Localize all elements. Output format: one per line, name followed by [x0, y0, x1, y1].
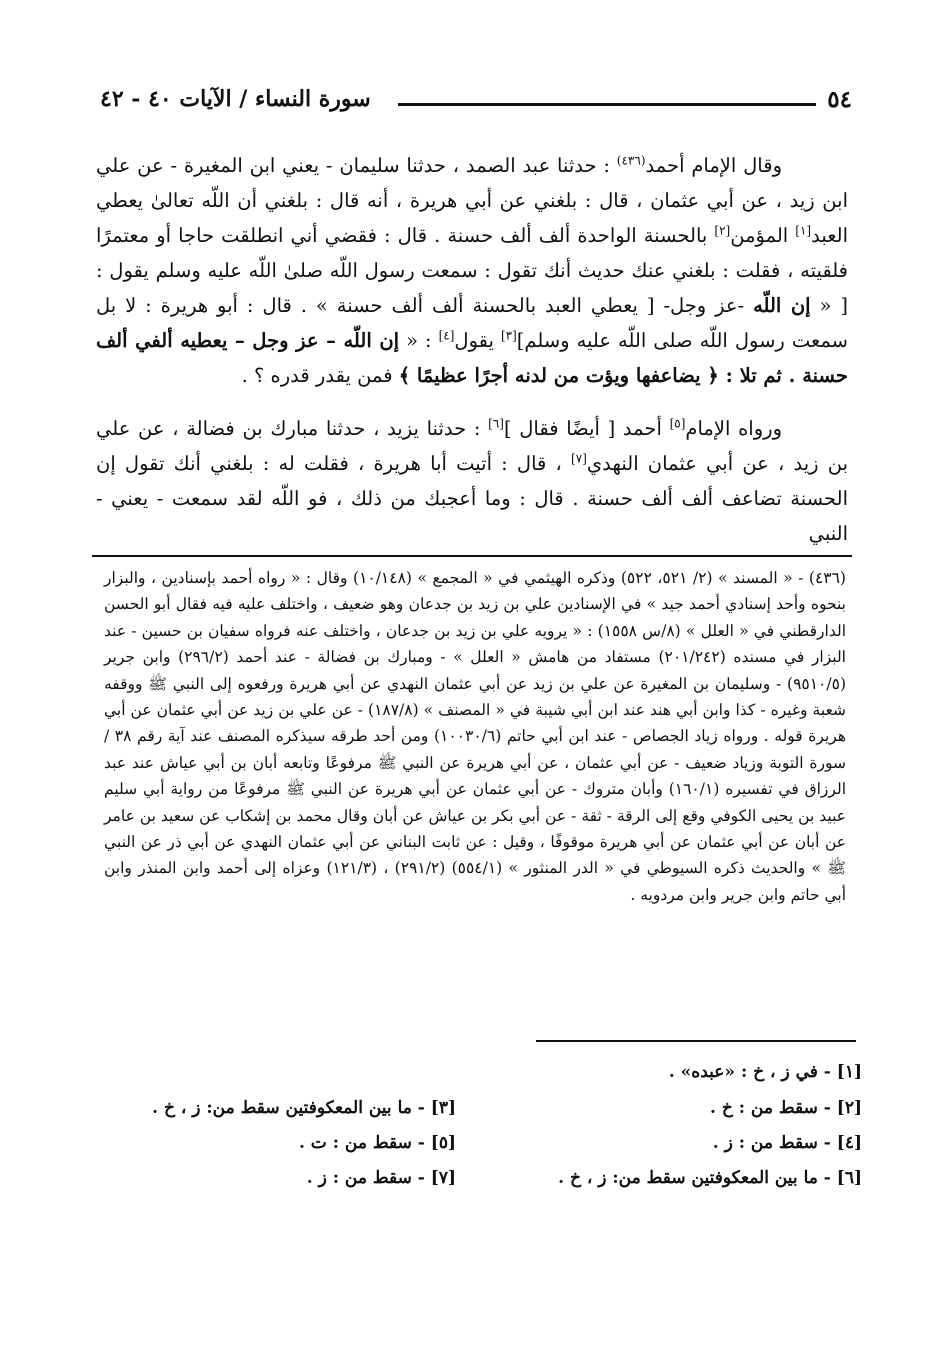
paragraph-2	[96, 411, 848, 551]
variant-ref[interactable]: [١]	[795, 223, 812, 238]
variant-ref[interactable]: [٧]	[571, 451, 587, 466]
variant-note-2: [٢] - سقط من : خ .	[710, 1098, 862, 1118]
hadith-emphasis: إن اللّه – عز وجل – يعطيه ألفي ألف حسنة . ثم تلا : ﴿ يضاعفها ويؤت من لدنه أجرًا عظيمًا ﴾	[96, 329, 848, 387]
variant-note-6: [٦] - ما بين المعكوفتين سقط من: ز ، خ .	[558, 1168, 862, 1188]
variant-ref[interactable]: [٤]	[438, 328, 455, 343]
hadith-emphasis: إن اللّه	[753, 294, 811, 317]
footnote-rule	[92, 555, 852, 557]
text-run: ، قال : أتيت أبا هريرة ، فقلت له : بلغني أنك تقول إن الحسنة تضاعف ألف ألف حسنة . قال : وما أعجبك من ذلك ، فو اللّه لقد سمعت - يعني - النبي	[96, 452, 848, 545]
text-run: ورواه الإمام	[685, 417, 782, 440]
page-number: ٥٤	[827, 86, 852, 113]
variant-ref[interactable]: [٥]	[669, 416, 686, 431]
header-rule	[398, 103, 816, 106]
text-run: -عز وجل- [ يعطي العبد بالحسنة ألف ألف حسنة » . قال : أبو هريرة : لا بل سمعت رسول اللّه صلى اللّه عليه وسلم]	[96, 294, 849, 352]
main-text	[96, 148, 848, 551]
text-run: فمن يقدر قدره ؟ .	[241, 364, 399, 387]
text-run: وقال الإمام أحمد	[645, 154, 782, 177]
variant-ref[interactable]: [٦]	[488, 416, 504, 431]
text-run: بالحسنة الواحدة ألف ألف حسنة . قال : فقضي أني انطلقت حاجا أو معتمرًا فلقيته ، فقلت : بلغني عنك حديث أنك تقول : سمعت رسول اللّه صلىٰ اللّه عليه وسلم يقول : [ «	[96, 224, 848, 317]
footnote-ref[interactable]: (٤٣٦)	[616, 153, 646, 168]
text-run: المؤمن	[730, 224, 796, 247]
variants-rule	[536, 1040, 856, 1042]
variant-note-7: [٧] - سقط من : ز .	[306, 1168, 456, 1188]
text-run: : حدثنا عبد الصمد ، حدثنا سليمان - يعني ابن المغيرة - عن علي ابن زيد ، عن أبي عثمان ، قال : بلغني عن أبي هريرة ، أنه قال : بلغني أن اللّه تعالىٰ يعطي العبد	[96, 154, 848, 247]
text-run: : «	[399, 329, 439, 352]
variant-ref[interactable]: [٢]	[714, 223, 731, 238]
variant-ref[interactable]: [٣]	[500, 328, 517, 343]
variant-note-5: [٥] - سقط من : ت .	[298, 1133, 456, 1153]
text-run: أحمد [ أيضًا فقال ]	[503, 417, 670, 440]
variant-note-1: [١] - في ز ، خ : «عبده» .	[668, 1062, 862, 1082]
text-run: : حدثنا يزيد ، حدثنا مبارك بن فضالة ، عن علي بن زيد ، عن أبي عثمان النهدي	[96, 417, 848, 475]
variant-note-4: [٤] - سقط من : ز .	[712, 1133, 862, 1153]
variant-note-3: [٣] - ما بين المعكوفتين سقط من: ز ، خ .	[152, 1098, 456, 1118]
footnote-436: (٤٣٦) - « المسند » (٢/ ٥٢١، ٥٢٢) وذكره الهيثمي في « المجمع » (١٠/١٤٨) وقال : « رواه أحمد بإسنادين ، والبزار بنحوه وأحد إسنادي أحمد جيد » في الإسنادين علي بن زيد بن جدعان وهو ضعيف ، واختلف عليه فيه فقال أبو الحسن الدارقطني في « العلل » (٨/س ١٥٥٨) : « يرويه علي بن زيد بن جدعان ، واختلف عنه فرواه سفيان بن حسين - عند البزار في مسنده (٢٠١/٢٤٢) مستفاد من هامش « العلل » - ومبارك بن فضالة - عند أحمد (٢٩٦/٢) وابن جرير (٩٥١٠/٥) - وسليمان بن المغيرة عن علي بن زيد عن أبي عثمان النهدي عن أبي هريرة ورفعوه إلى النبي ﷺ ووقفه شعبة وغيره - كذا وابن أبي هند عند ابن أبي شيبة في « المصنف » (١٨٧/٨) - عن علي بن زيد عن أبي عثمان عن أبي هريرة قوله . ورواه زياد الجصاص - عند ابن أبي حاتم (١٠٠٣٠/٦) ومن أحد طرقه سيذكره المصنف عند آية رقم ٣٨ / سورة التوبة وزياد ضعيف - عن أبي عثمان ، عن أبي هريرة عن النبي ﷺ مرفوعًا وتابعه أبان بن أبي عياش عند عبد الرزاق في تفسيره (١٦٠/١) وأبان متروك - عن أبي عثمان عن أبي هريرة عن النبي ﷺ مرفوعًا من رواية أبي سليم عبيد بن يحيى الكوفي وقع إلى الرقة - ثقة - عن أبي بكر بن عياش عن أبان وقال محمد بن إشكاب عن سعيد بن عامر عن أبان عن أبي عثمان عن أبي هريرة موقوفًا ، وقيل : عن ثابت البناني عن أبي عثمان النهدي عن أبي ذر عن النبي ﷺ » والحديث ذكره السيوطي في « الدر المنثور » (٥٥٤/١) (٢٩١/٢) ، (١٢١/٣) وعزاه إلى أحمد وابن المنذر وابن أبي حاتم وابن جرير وابن مردويه .	[104, 569, 847, 904]
paragraph-1	[96, 148, 848, 393]
text-run: يقول	[454, 329, 501, 352]
running-title: سورة النساء / الآيات ٤٠ - ٤٢	[100, 86, 371, 112]
